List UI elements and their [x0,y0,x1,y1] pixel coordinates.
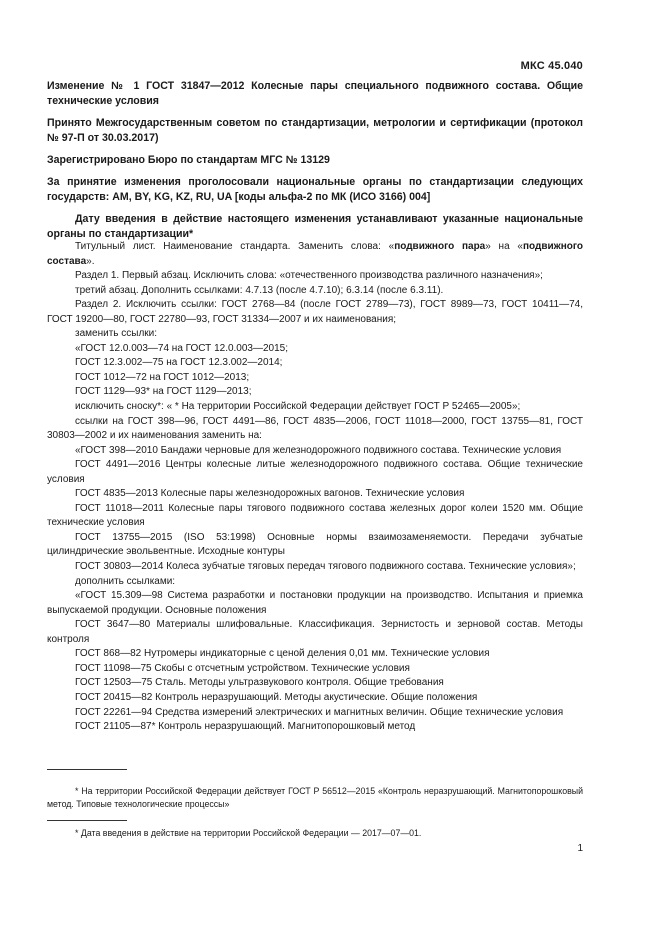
page-number: 1 [577,843,583,854]
reference-line: ГОСТ 1012—72 на ГОСТ 1012—2013; [75,371,250,383]
reference-line: ГОСТ 22261—94 Средства измерений электрических и магнитных величин. Общие технические условия [75,706,564,718]
footnote-text: * Дата введения в действие на территории Российской Федерации — 2017—07—01. [75,828,422,838]
footnote-2 [47,827,583,840]
reference-line: ГОСТ 21105—87* Контроль неразрушающий. Магнитопорошковый метод [75,721,416,733]
text-run: Титульный лист. Наименование стандарта. Заменить слова: « [75,241,395,252]
effective-date-statement: Дату введения в действие настоящего изменения устанавливают указанные национальные органы по стандартизации* [47,213,583,240]
voting-statement: За принятие изменения проголосовали национальные органы по стандартизации следующих государств: AM, BY, KG, KZ, RU, UA [коды альфа-2 по МК (ИСО 3166) 004] [47,176,583,203]
title-page-change [47,240,583,269]
text-run: ». [86,255,95,267]
paragraph: третий абзац. Дополнить ссылками: 4.7.13 (после 4.7.10); 6.3.14 (после 6.3.11). [75,284,444,296]
footnote-1 [47,785,583,811]
reference-line: ГОСТ 868—82 Нутромеры индикаторные с ценой деления 0,01 мм. Технические условия [75,648,490,660]
adopted-statement: Принято Межгосударственным советом по стандартизации, метрологии и сертификации (протокол № 97-П от 30.03.2017) [47,117,583,144]
reference-line: ГОСТ 4835—2013 Колесные пары железнодорожных вагонов. Технические условия [75,488,465,500]
reference-line: «ГОСТ 12.0.003—74 на ГОСТ 12.0.003—2015; [75,342,289,354]
text-run: » на « [485,241,523,252]
paragraph: заменить ссылки: [75,328,158,340]
header-block [47,79,583,249]
reference-line: ГОСТ 12.3.002—75 на ГОСТ 12.3.002—2014; [75,357,283,369]
reference-line: ГОСТ 4491—2016 Центры колесные литые железнодорожного подвижного состава. Общие технические условия [47,459,583,485]
reference-line: «ГОСТ 398—2010 Бандажи черновые для железнодорожного подвижного состава. Технические условия [75,444,562,456]
paragraph: Раздел 1. Первый абзац. Исключить слова: «отечественного производства различного назначения»; [75,270,543,282]
reference-line: ГОСТ 13755—2015 (ISO 53:1998) Основные нормы взаимозаменяемости. Передачи зубчатые цилиндрические эвольвентные. Исходные контуры [47,531,583,558]
reference-line: ГОСТ 11098—75 Скобы с отсчетным устройством. Технические условия [75,662,410,674]
registration-statement: Зарегистрировано Бюро по стандартам МГС № 13129 [47,154,330,166]
reference-line: ГОСТ 11018—2011 Колесные пары тягового подвижного состава железных дорог колеи 1520 мм. Общие технические условия [47,502,583,529]
amendment-title: Изменение № 1 ГОСТ 31847—2012 Колесные пары специального подвижного состава. Общие технические условия [47,80,583,107]
old-term: подвижного пара [394,241,486,252]
reference-line: ГОСТ 3647—80 Материалы шлифовальные. Классификация. Зернистость и зерновой состав. Методы контроля [47,619,583,645]
reference-line: ГОСТ 1129—93* на ГОСТ 1129—2013; [75,386,252,398]
paragraph: Раздел 2. Исключить ссылки: ГОСТ 2768—84 (после ГОСТ 2789—73), ГОСТ 8989—73, ГОСТ 10411—74, ГОСТ 19200—80, ГОСТ 22780—93, ГОСТ 31334—2007 и их наименования; [47,299,583,325]
footnote-divider [47,820,127,821]
footnote-divider [47,769,127,770]
reference-line: ГОСТ 30803—2014 Колеса зубчатые тяговых передач тягового подвижного состава. Технические условия»; [75,561,576,573]
new-term: подвижного состава [47,241,583,267]
reference-line: ГОСТ 12503—75 Сталь. Методы ультразвукового контроля. Общие требования [75,677,444,689]
amendment-body [47,240,583,735]
reference-line: ГОСТ 20415—82 Контроль неразрушающий. Методы акустические. Общие положения [75,691,478,703]
paragraph: дополнить ссылками: [75,575,176,587]
classifier-code: МКС 45.040 [520,60,583,72]
paragraph: исключить сноску*: « * На территории Российской Федерации действует ГОСТ Р 52465—2005»; [75,401,521,413]
paragraph: ссылки на ГОСТ 398—96, ГОСТ 4491—86, ГОСТ 4835—2006, ГОСТ 11018—2000, ГОСТ 13755—81, ГОСТ 30803—2002 и их наименования заменить на: [47,415,583,442]
footnote-text: * На территории Российской Федерации действует ГОСТ Р 56512—2015 «Контроль неразрушающий. Магнитопорошковый метод. Типовые технологические процессы» [47,786,583,809]
reference-line: «ГОСТ 15.309—98 Система разработки и постановки продукции на производство. Испытания и приемка выпускаемой продукции. Основные положения [47,590,583,616]
